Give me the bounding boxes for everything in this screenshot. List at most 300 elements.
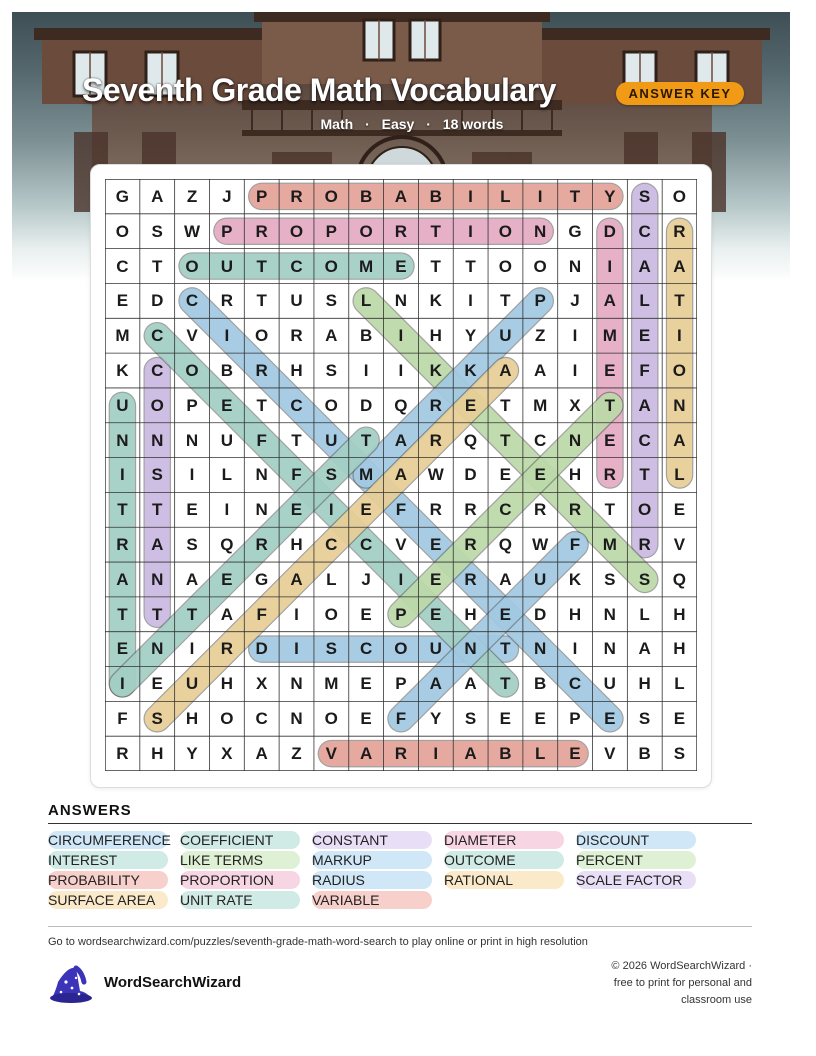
grid-cell: E (430, 604, 442, 624)
grid-cell: T (500, 291, 511, 311)
grid-cell: O (115, 221, 130, 241)
grid-cell: I (189, 639, 195, 659)
grid-cell: I (468, 221, 473, 241)
grid-cell: R (255, 221, 268, 241)
grid-cell: N (534, 639, 547, 659)
grid-cell: K (116, 360, 129, 380)
grid-cell: A (325, 326, 338, 346)
grid-cell: U (220, 430, 233, 450)
puzzle-card (90, 164, 712, 788)
grid-cell: A (638, 256, 651, 276)
grid-cell: O (324, 709, 338, 729)
grid-cell: Z (186, 186, 198, 206)
grid-cell: I (468, 186, 473, 206)
puzzle-meta (12, 116, 790, 132)
grid-cell: S (325, 639, 337, 659)
grid-cell: E (499, 604, 512, 624)
grid-cell: K (568, 569, 582, 589)
grid-cell: C (290, 256, 303, 276)
footer-url-text: Go to wordsearchwizard.com/puzzles/seventh-grade-math-word-search to play online or print in high resolution (48, 936, 588, 948)
grid-cell: N (116, 430, 129, 450)
grid-cell: O (498, 256, 512, 276)
answer-label: DISCOUNT (576, 832, 650, 848)
grid-cell: C (151, 360, 164, 380)
grid-cell: F (256, 430, 267, 450)
grid-cell: C (290, 395, 303, 415)
grid-cell: H (673, 639, 686, 659)
grid-cell: K (429, 291, 442, 311)
grid-cell: E (290, 500, 303, 520)
grid-cell: O (220, 709, 234, 729)
grid-cell: S (604, 569, 616, 589)
answer-label: DIAMETER (444, 832, 517, 848)
grid-cell: E (430, 535, 442, 555)
grid-cell: T (117, 500, 128, 520)
grid-cell: U (325, 430, 338, 450)
grid-cell: F (395, 709, 407, 729)
grid-cell: D (464, 465, 477, 485)
grid-cell: O (394, 639, 408, 659)
grid-cell: N (151, 639, 164, 659)
grid-cell: I (294, 604, 299, 624)
grid-cell: A (394, 430, 408, 450)
answer-item (180, 871, 300, 889)
grid-cell: T (674, 291, 685, 311)
grid-cell: P (395, 674, 407, 694)
grid-cell: F (291, 465, 302, 485)
grid-cell: N (290, 709, 303, 729)
grid-cell: A (499, 569, 512, 589)
grid-cell: I (328, 500, 334, 520)
grid-cell: R (220, 291, 233, 311)
grid-cell: H (185, 709, 199, 729)
grid-cell: T (186, 604, 198, 624)
grid-cell: H (151, 743, 164, 763)
grid-cell: R (568, 500, 582, 520)
grid-cell: V (604, 743, 616, 763)
grid-cell: Q (463, 430, 478, 450)
grid-cell: Y (430, 709, 442, 729)
grid-cell: H (220, 674, 233, 694)
answer-item (576, 871, 696, 889)
grid-cell: I (572, 326, 578, 346)
copyright-line: free to print for personal and (613, 977, 752, 989)
grid-cell: H (568, 604, 582, 624)
grid-cell: I (120, 465, 125, 485)
grid-cell: A (394, 465, 408, 485)
answer-item (180, 891, 300, 909)
grid-cell: T (256, 291, 267, 311)
grid-cell: R (394, 221, 408, 241)
answer-label: OUTCOME (444, 852, 516, 868)
grid-cell: E (395, 256, 407, 276)
grid-cell: H (429, 326, 442, 346)
grid-cell: E (360, 500, 372, 520)
grid-cell: D (603, 221, 616, 241)
grid-cell: S (186, 535, 198, 555)
grid-cell: O (672, 186, 687, 206)
copyright-line: © 2026 WordSearchWizard · (611, 960, 752, 972)
grid-cell: A (151, 535, 164, 555)
answer-label: CIRCUMFERENCE (48, 832, 171, 848)
grid-cell: R (429, 430, 442, 450)
grid-cell: H (638, 674, 651, 694)
grid-cell: R (290, 186, 303, 206)
grid-cell: R (534, 500, 547, 520)
grid-cell: I (572, 639, 578, 659)
grid-cell: A (638, 395, 651, 415)
grid-cell: L (639, 604, 650, 624)
grid-cell: A (499, 360, 512, 380)
answer-label: MARKUP (312, 852, 372, 868)
grid-cell: L (500, 186, 511, 206)
grid-cell: L (534, 743, 546, 763)
grid-cell: D (359, 395, 373, 415)
grid-cell: R (116, 535, 129, 555)
grid-cell: N (290, 674, 303, 694)
grid-cell: T (604, 500, 615, 520)
grid-cell: L (639, 291, 650, 311)
grid-cell: J (570, 291, 580, 311)
grid-cell: C (325, 535, 338, 555)
grid-cell: T (256, 256, 267, 276)
letter-grid (105, 179, 697, 771)
grid-cell: O (185, 360, 199, 380)
grid-cell: R (429, 395, 442, 415)
grid-cell: N (255, 500, 268, 520)
grid-cell: S (151, 221, 163, 241)
grid-cell: W (532, 535, 549, 555)
grid-cell: E (360, 674, 372, 694)
grid-cell: C (499, 500, 512, 520)
grid-cell: S (325, 360, 337, 380)
grid-cell: P (221, 221, 233, 241)
grid-cell: Q (498, 535, 512, 555)
grid-cell: M (115, 326, 130, 346)
grid-cell: Z (534, 326, 546, 346)
answers-divider (48, 823, 752, 824)
grid-cell: Y (604, 186, 616, 206)
grid-cell: M (602, 535, 617, 555)
grid-cell: W (427, 465, 444, 485)
copyright-notice (582, 958, 752, 1009)
grid-cell: B (499, 743, 512, 763)
grid-cell: X (569, 395, 581, 415)
grid-cell: C (359, 535, 373, 555)
grid-cell: K (464, 360, 477, 380)
grid-cell: I (224, 500, 230, 520)
answer-item (48, 871, 168, 889)
grid-cell: F (639, 360, 650, 380)
grid-cell: L (326, 569, 337, 589)
grid-cell: I (398, 360, 404, 380)
grid-cell: N (394, 291, 408, 311)
grid-cell: R (290, 326, 303, 346)
grid-cell: O (498, 221, 512, 241)
grid-cell: C (151, 326, 164, 346)
grid-cell: M (533, 395, 548, 415)
grid-cell: C (359, 639, 373, 659)
grid-cell: C (638, 221, 651, 241)
grid-cell: O (324, 256, 338, 276)
grid-cell: A (220, 604, 233, 624)
grid-cell: N (534, 221, 547, 241)
grid-cell: U (185, 674, 199, 694)
grid-cell: E (604, 709, 616, 729)
grid-cell: N (568, 256, 582, 276)
grid-cell: O (185, 256, 199, 276)
grid-cell: Q (672, 569, 687, 589)
grid-cell: T (639, 465, 650, 485)
grid-cell: R (464, 500, 477, 520)
grid-cell: L (674, 465, 685, 485)
grid-cell: S (638, 709, 651, 729)
footer-divider (48, 926, 752, 927)
grid-cell: N (151, 569, 164, 589)
answer-label: UNIT RATE (180, 892, 253, 908)
grid-cell: O (637, 500, 652, 520)
grid-cell: E (221, 395, 233, 415)
grid-cell: O (150, 395, 164, 415)
grid-cell: B (359, 326, 373, 346)
grid-cell: T (430, 221, 441, 241)
grid-cell: A (290, 569, 303, 589)
copyright-line: classroom use (681, 994, 752, 1006)
answer-label: SCALE FACTOR (576, 872, 683, 888)
grid-cell: Z (291, 743, 302, 763)
grid-cell: U (429, 639, 442, 659)
grid-cell: N (464, 639, 477, 659)
grid-cell: M (324, 674, 339, 694)
grid-cell: N (151, 430, 164, 450)
grid-cell: R (673, 221, 686, 241)
grid-cell: E (638, 326, 651, 346)
grid-cell: V (325, 743, 337, 763)
grid-cell: G (255, 569, 269, 589)
grid-cell: E (604, 430, 616, 450)
grid-cell: R (603, 465, 616, 485)
grid-cell: M (359, 465, 374, 485)
grid-cells (105, 179, 697, 771)
grid-cell: G (115, 186, 130, 206)
grid-cell: E (673, 709, 686, 729)
grid-cell: X (221, 743, 233, 763)
grid-cell: R (638, 535, 651, 555)
grid-cell: M (602, 326, 617, 346)
answer-item (312, 831, 432, 849)
grid-cell: V (673, 535, 686, 555)
grid-cell: U (534, 569, 547, 589)
answer-label: PROBABILITY (48, 872, 140, 888)
grid-cell: W (184, 221, 201, 241)
grid-cell: F (117, 709, 128, 729)
answer-item (48, 851, 168, 869)
grid-cell: T (465, 256, 476, 276)
grid-cell: O (324, 186, 338, 206)
grid-cell: A (185, 569, 199, 589)
difficulty-label: Easy (381, 116, 415, 132)
grid-cell: E (673, 500, 686, 520)
grid-cell: E (604, 360, 616, 380)
subject-label: Math (320, 116, 354, 132)
grid-cell: H (290, 360, 303, 380)
meta-separator: · (365, 116, 370, 132)
answer-item (312, 891, 432, 909)
grid-cell: E (116, 639, 129, 659)
grid-cell: O (533, 256, 547, 276)
grid-cell: D (534, 604, 547, 624)
grid-cell: A (116, 569, 129, 589)
grid-cell: E (360, 604, 372, 624)
grid-cell: T (152, 604, 163, 624)
grid-cell: T (604, 395, 615, 415)
grid-cell: U (499, 326, 512, 346)
grid-cell: T (291, 430, 302, 450)
grid-cell: R (220, 639, 233, 659)
grid-cell: V (186, 326, 198, 346)
answer-item (576, 851, 696, 869)
grid-cell: R (464, 569, 477, 589)
grid-cell: H (673, 604, 686, 624)
word-count-label: 18 words (442, 116, 504, 132)
grid-cell: V (395, 535, 407, 555)
answer-label: PERCENT (576, 852, 643, 868)
grid-cell: S (151, 709, 163, 729)
grid-cell: N (185, 430, 199, 450)
grid-cell: I (468, 291, 473, 311)
grid-cell: B (359, 186, 373, 206)
grid-cell: I (363, 360, 369, 380)
grid-cell: P (569, 709, 581, 729)
grid-cell: P (534, 291, 546, 311)
grid-cell: A (638, 639, 651, 659)
grid-cell: E (499, 465, 512, 485)
meta-separator: · (426, 116, 431, 132)
grid-cell: E (464, 395, 477, 415)
grid-cell: A (464, 743, 477, 763)
grid-cell: P (395, 604, 407, 624)
answer-label: VARIABLE (312, 892, 380, 908)
answer-label: SURFACE AREA (48, 892, 156, 908)
grid-cell: I (189, 465, 195, 485)
grid-cell: E (430, 569, 442, 589)
grid-cell: T (360, 430, 372, 450)
grid-cell: B (534, 674, 547, 694)
grid-cell: L (674, 674, 685, 694)
grid-cell: S (673, 743, 686, 763)
grid-cell: A (151, 186, 164, 206)
answer-item (312, 851, 432, 869)
grid-cell: A (603, 291, 616, 311)
answer-label: COEFFICIENT (180, 832, 274, 848)
grid-cell: R (464, 535, 477, 555)
answer-item (444, 851, 564, 869)
grid-cell: Q (220, 535, 234, 555)
grid-cell: A (394, 186, 408, 206)
answer-label: CONSTANT (312, 832, 388, 848)
answer-item (312, 871, 432, 889)
grid-cell: U (220, 256, 233, 276)
grid-cell: I (294, 639, 299, 659)
grid-cell: A (534, 360, 547, 380)
answer-label: RADIUS (312, 872, 365, 888)
grid-cell: T (430, 256, 441, 276)
answer-item (576, 831, 696, 849)
grid-cell: B (429, 186, 442, 206)
answer-label: INTEREST (48, 852, 118, 868)
grid-cell: O (324, 395, 338, 415)
grid-cell: E (499, 709, 512, 729)
grid-cell: Y (186, 743, 198, 763)
grid-cell: E (534, 465, 546, 485)
answer-label: RATIONAL (444, 872, 513, 888)
answer-key-badge: ANSWER KEY (616, 82, 744, 105)
grid-cell: F (569, 535, 581, 555)
grid-cell: U (116, 395, 129, 415)
grid-cell: L (360, 291, 372, 311)
grid-cell: I (398, 569, 404, 589)
grid-cell: T (500, 639, 511, 659)
grid-cell: O (289, 221, 304, 241)
grid-cell: I (120, 674, 125, 694)
grid-cell: A (464, 674, 477, 694)
grid-cell: I (572, 360, 578, 380)
grid-cell: U (603, 674, 616, 694)
grid-cell: E (186, 500, 198, 520)
grid-cell: E (360, 709, 372, 729)
grid-cell: H (290, 535, 303, 555)
grid-cell: N (673, 395, 686, 415)
grid-cell: P (325, 221, 337, 241)
answer-item (180, 851, 300, 869)
page-title: Seventh Grade Math Vocabulary (82, 72, 556, 108)
answer-item (180, 831, 300, 849)
grid-cell: I (398, 326, 404, 346)
grid-cell: I (677, 326, 682, 346)
grid-cell: D (151, 291, 164, 311)
grid-cell: Q (394, 395, 408, 415)
grid-cell: N (603, 639, 616, 659)
grid-cell: R (116, 743, 129, 763)
grid-cell: T (152, 500, 163, 520)
grid-cell: E (569, 743, 581, 763)
grid-cell: U (290, 291, 303, 311)
grid-cell: P (255, 186, 268, 206)
grid-cell: C (534, 430, 547, 450)
grid-cell: R (429, 500, 442, 520)
answer-label: LIKE TERMS (180, 852, 263, 868)
grid-cell: A (255, 743, 268, 763)
grid-cell: I (224, 326, 230, 346)
grid-cell: F (395, 500, 407, 520)
grid-cell: O (324, 604, 338, 624)
grid-cell: S (464, 709, 477, 729)
grid-cell: D (255, 639, 268, 659)
grid-cell: X (255, 674, 268, 694)
grid-cell: O (672, 360, 687, 380)
answer-label: PROPORTION (180, 872, 274, 888)
grid-cell: C (255, 709, 268, 729)
grid-cell: T (117, 604, 128, 624)
grid-cell: Y (464, 326, 477, 346)
grid-cell: E (534, 709, 546, 729)
answers-heading: ANSWERS (48, 802, 132, 819)
grid-cell: T (256, 395, 267, 415)
brand-name: WordSearchWizard (104, 974, 242, 991)
grid-cell: N (603, 604, 616, 624)
grid-cell: B (220, 360, 233, 380)
grid-cell: I (433, 743, 439, 763)
